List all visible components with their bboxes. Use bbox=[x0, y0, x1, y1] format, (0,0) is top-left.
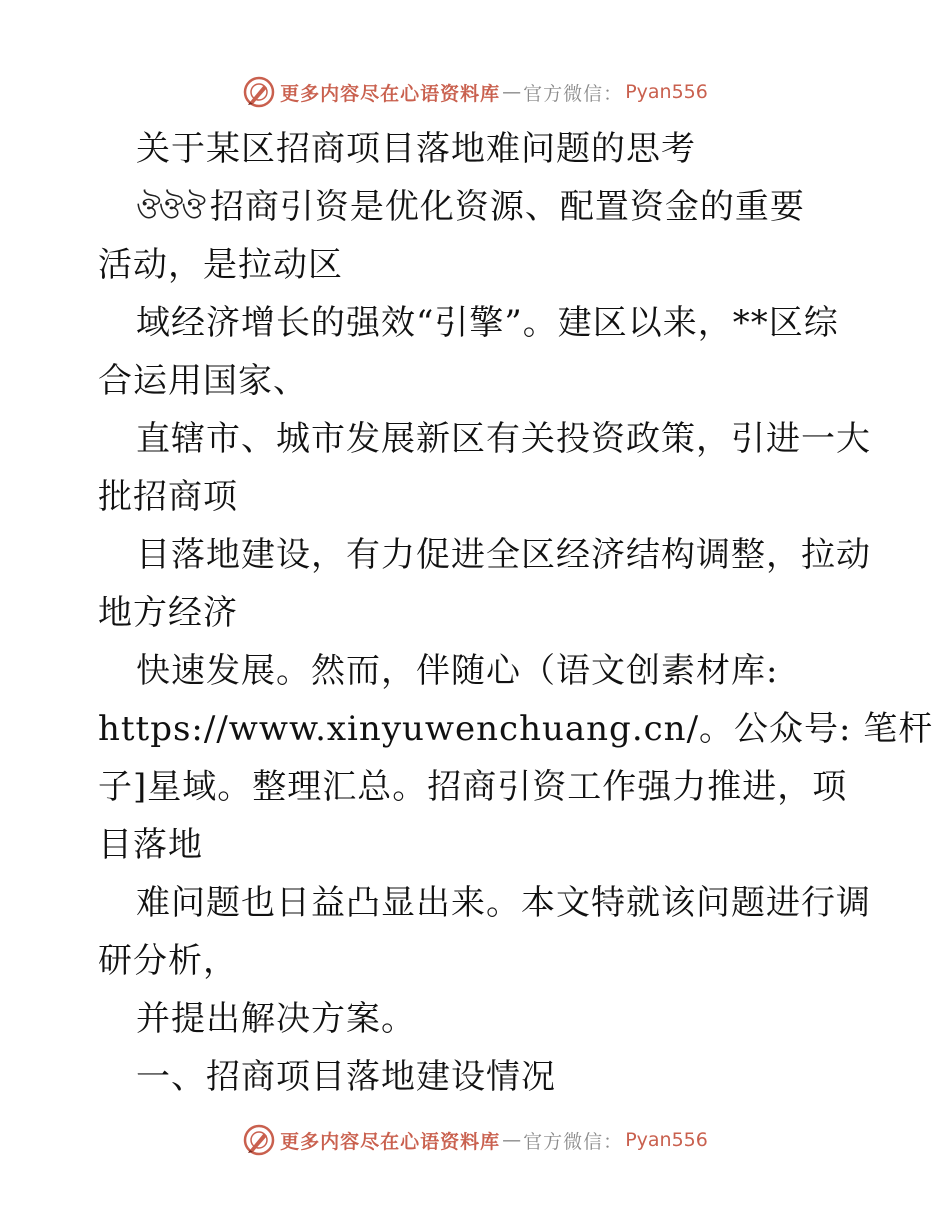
doc-line-5: 直辖市、城市发展新区有关投资政策，引进一大 bbox=[136, 419, 871, 459]
banner-dash: — bbox=[502, 81, 522, 103]
doc-line-6: 批招商项 bbox=[98, 477, 238, 517]
doc-line-7: 目落地建设，有力促进全区经济结构调整，拉动 bbox=[136, 535, 871, 575]
doc-line-1 bbox=[98, 178, 858, 236]
banner-wechat-label: 官方微信： bbox=[523, 82, 624, 105]
doc-line-8: 地方经济 bbox=[98, 593, 238, 633]
banner-text: 更多内容尽在心语资料库 bbox=[280, 1130, 501, 1153]
doc-line-15: 并提出解决方案。 bbox=[136, 999, 416, 1039]
doc-line-2: 活动，是拉动区 bbox=[98, 245, 343, 285]
banner-text: 更多内容尽在心语资料库 bbox=[280, 82, 501, 105]
footer-banner bbox=[0, 1120, 950, 1160]
doc-line-11: 子]星域。整理汇总。招商引资工作强力推进，项 bbox=[98, 767, 848, 807]
ornament-icon: ঔঔঔ bbox=[136, 191, 204, 226]
header-banner bbox=[0, 72, 950, 112]
doc-line-13: 难问题也日益凸显出来。本文特就该问题进行调 bbox=[136, 883, 871, 923]
doc-line-12: 目落地 bbox=[98, 825, 203, 865]
document-body bbox=[98, 120, 934, 1106]
pen-logo-icon bbox=[242, 75, 276, 109]
doc-section-heading: 一、招商项目落地建设情况 bbox=[136, 1057, 556, 1097]
doc-line-10: https://www.xinyuwenchuang.cn/。公众号: 笔杆 bbox=[98, 709, 934, 749]
banner-wechat-id: Pyan556 bbox=[625, 1129, 708, 1151]
doc-line-14: 研分析， bbox=[98, 941, 238, 981]
doc-line-9: 快速发展。然而，伴随心（语文创素材库: bbox=[136, 651, 779, 691]
doc-line-3: 域经济增长的强效“引擎”。建区以来，**区综 bbox=[136, 303, 839, 343]
doc-title: 关于某区招商项目落地难问题的思考 bbox=[136, 129, 696, 169]
doc-line-4: 合运用国家、 bbox=[98, 361, 308, 401]
doc-line-text: 招商引资是优化资源、配置资金的重要 bbox=[209, 187, 805, 227]
banner-wechat-id: Pyan556 bbox=[625, 81, 708, 103]
banner-dash: — bbox=[502, 1129, 522, 1151]
pen-logo-icon bbox=[242, 1123, 276, 1157]
banner-wechat-label: 官方微信： bbox=[523, 1130, 624, 1153]
